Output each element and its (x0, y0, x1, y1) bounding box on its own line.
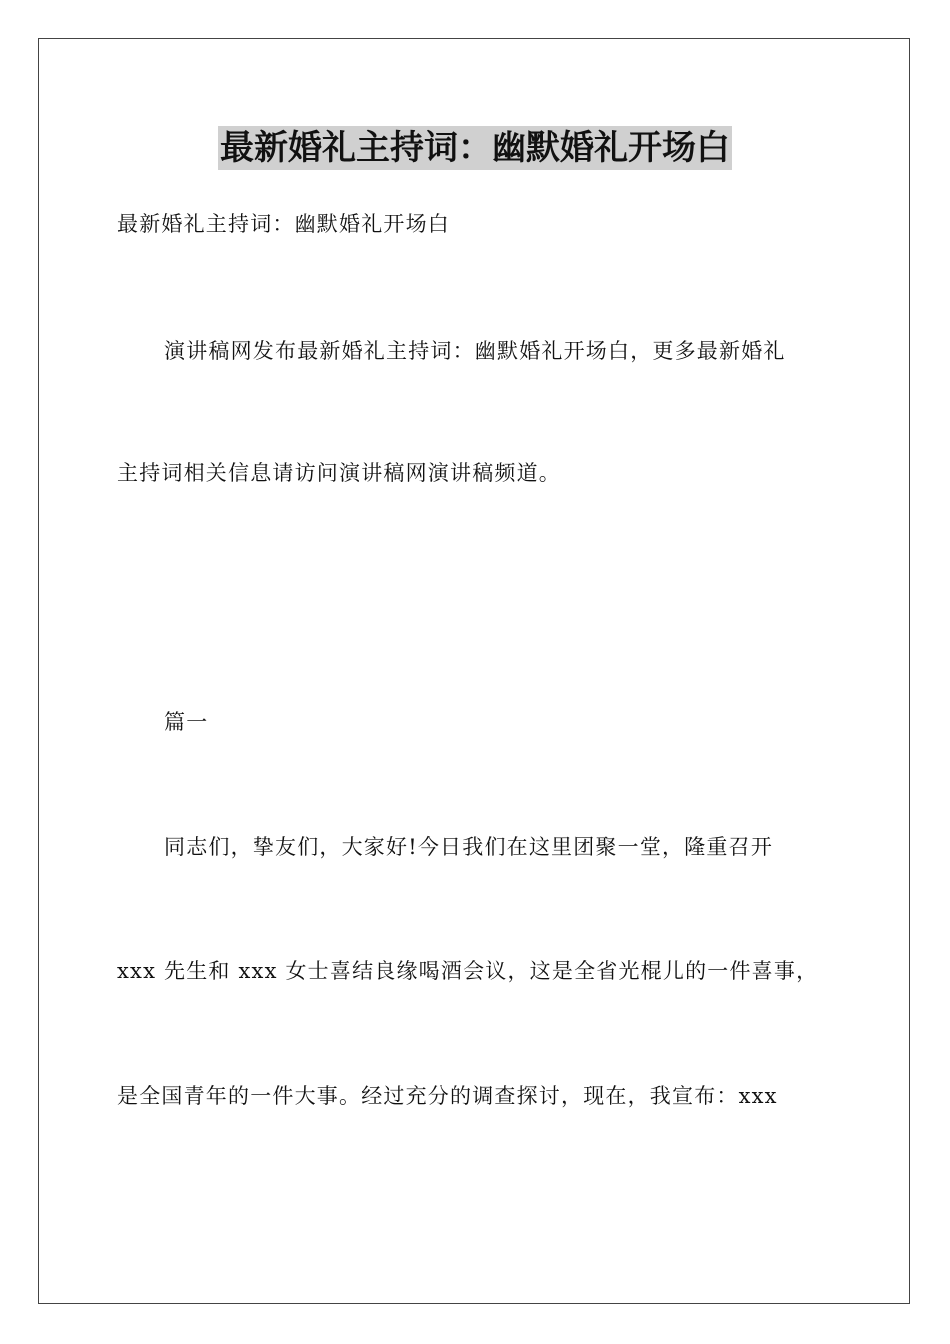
body-paragraph-line-2: xxx 先生和 xxx 女士喜结良缘喝酒会议，这是全省光棍儿的一件喜事， (117, 959, 819, 983)
body-paragraph-line-1: 同志们，挚友们，大家好!今日我们在这里团聚一堂，隆重召开 (164, 835, 774, 859)
subtitle-line: 最新婚礼主持词：幽默婚礼开场白 (117, 212, 450, 236)
intro-paragraph-line-1: 演讲稿网发布最新婚礼主持词：幽默婚礼开场白，更多最新婚礼 (164, 339, 786, 363)
document-title: 最新婚礼主持词：幽默婚礼开场白 (220, 128, 730, 168)
title-container (0, 126, 950, 170)
section-heading: 篇一 (164, 710, 209, 734)
body-paragraph-line-3: 是全国青年的一件大事。经过充分的调查探讨，现在，我宣布：xxx (117, 1084, 778, 1108)
intro-paragraph-line-2: 主持词相关信息请访问演讲稿网演讲稿频道。 (117, 461, 561, 485)
